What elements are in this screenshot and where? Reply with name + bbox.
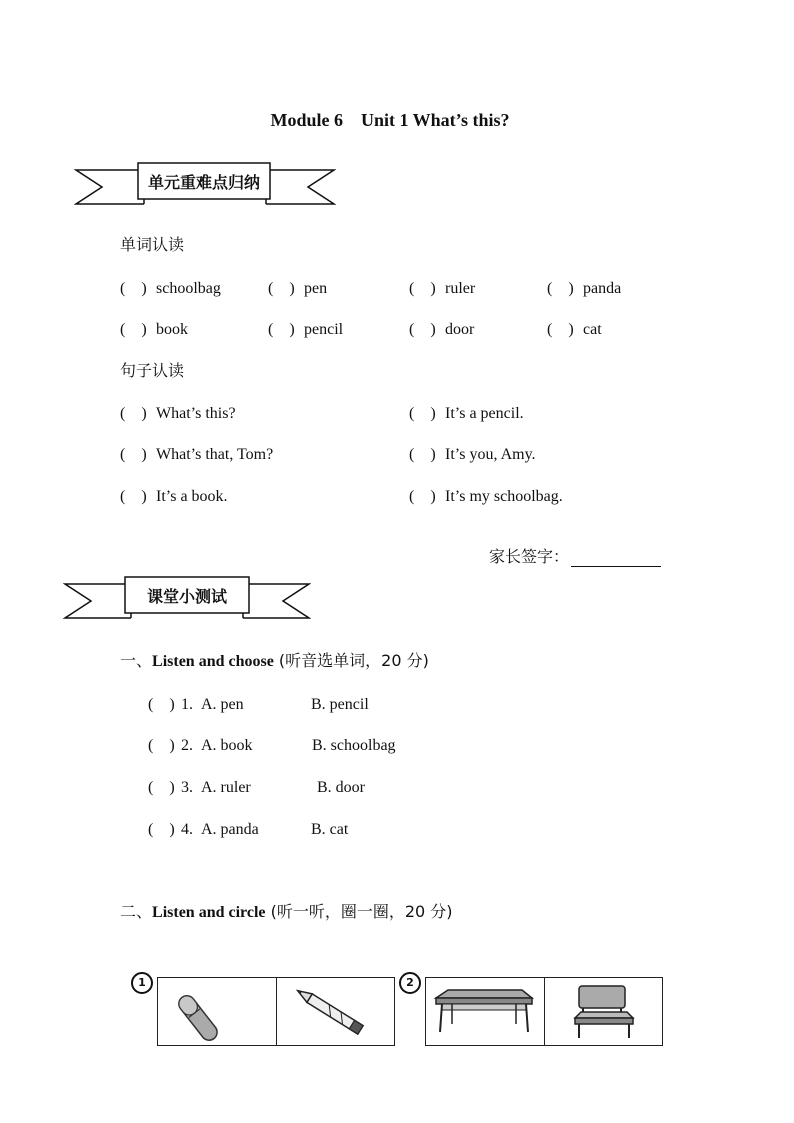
section-ribbon-quiz (63, 574, 311, 622)
word-item: ( ) pencil (268, 321, 344, 338)
section-ribbon-review (74, 160, 336, 208)
words-heading: 单词认读 (120, 235, 185, 254)
choice-row: ( ) 4. A. panda B. cat (148, 821, 349, 838)
sentence-item: ( ) It’s a book. (120, 488, 228, 505)
choice-row: ( ) 1. A. pen B. pencil (148, 696, 369, 713)
picture-group-2 (425, 977, 663, 1046)
question-1-heading: 一、Listen and choose (听音选单词，20 分) (120, 651, 429, 670)
parent-signature (489, 544, 661, 567)
sentence-item: ( ) It’s you, Amy. (409, 446, 536, 463)
question-2-heading: 二、Listen and circle (听一听，圈一圈，20 分) (120, 902, 453, 921)
word-item: ( ) panda (547, 280, 622, 297)
signature-line[interactable] (571, 550, 661, 567)
picture-option-pen[interactable] (158, 978, 276, 1045)
ribbon-label: 课堂小测试 (146, 587, 227, 606)
choice-row: ( ) 3. A. ruler B. door (148, 779, 365, 796)
desk-icon (426, 978, 543, 1045)
word-item: ( ) ruler (409, 280, 476, 297)
picture-group-1 (157, 977, 395, 1046)
sentence-item: ( ) It’s a pencil. (409, 405, 524, 422)
word-item: ( ) pen (268, 280, 328, 297)
word-item: ( ) door (409, 321, 475, 338)
ribbon-label: 单元重难点归纳 (147, 173, 260, 192)
signature-label: 家长签字： (489, 547, 570, 566)
picture-group-number: 1 (131, 972, 153, 994)
page-title: Module 6 Unit 1 What’s this? (270, 110, 510, 130)
word-item: ( ) schoolbag (120, 280, 221, 297)
word-item: ( ) cat (547, 321, 602, 338)
sentences-heading: 句子认读 (120, 361, 185, 380)
picture-option-chair[interactable] (544, 978, 663, 1045)
picture-group-number: 2 (399, 972, 421, 994)
sentence-item: ( ) What’s this? (120, 405, 236, 422)
sentence-item: ( ) It’s my schoolbag. (409, 488, 563, 505)
chair-icon (545, 978, 662, 1045)
picture-option-pencil[interactable] (276, 978, 395, 1045)
word-item: ( ) book (120, 321, 188, 338)
choice-row: ( ) 2. A. book B. schoolbag (148, 737, 396, 754)
picture-option-desk[interactable] (426, 978, 544, 1045)
sentence-item: ( ) What’s that, Tom? (120, 446, 274, 463)
pencil-icon (277, 978, 394, 1045)
pen-icon (158, 978, 275, 1045)
